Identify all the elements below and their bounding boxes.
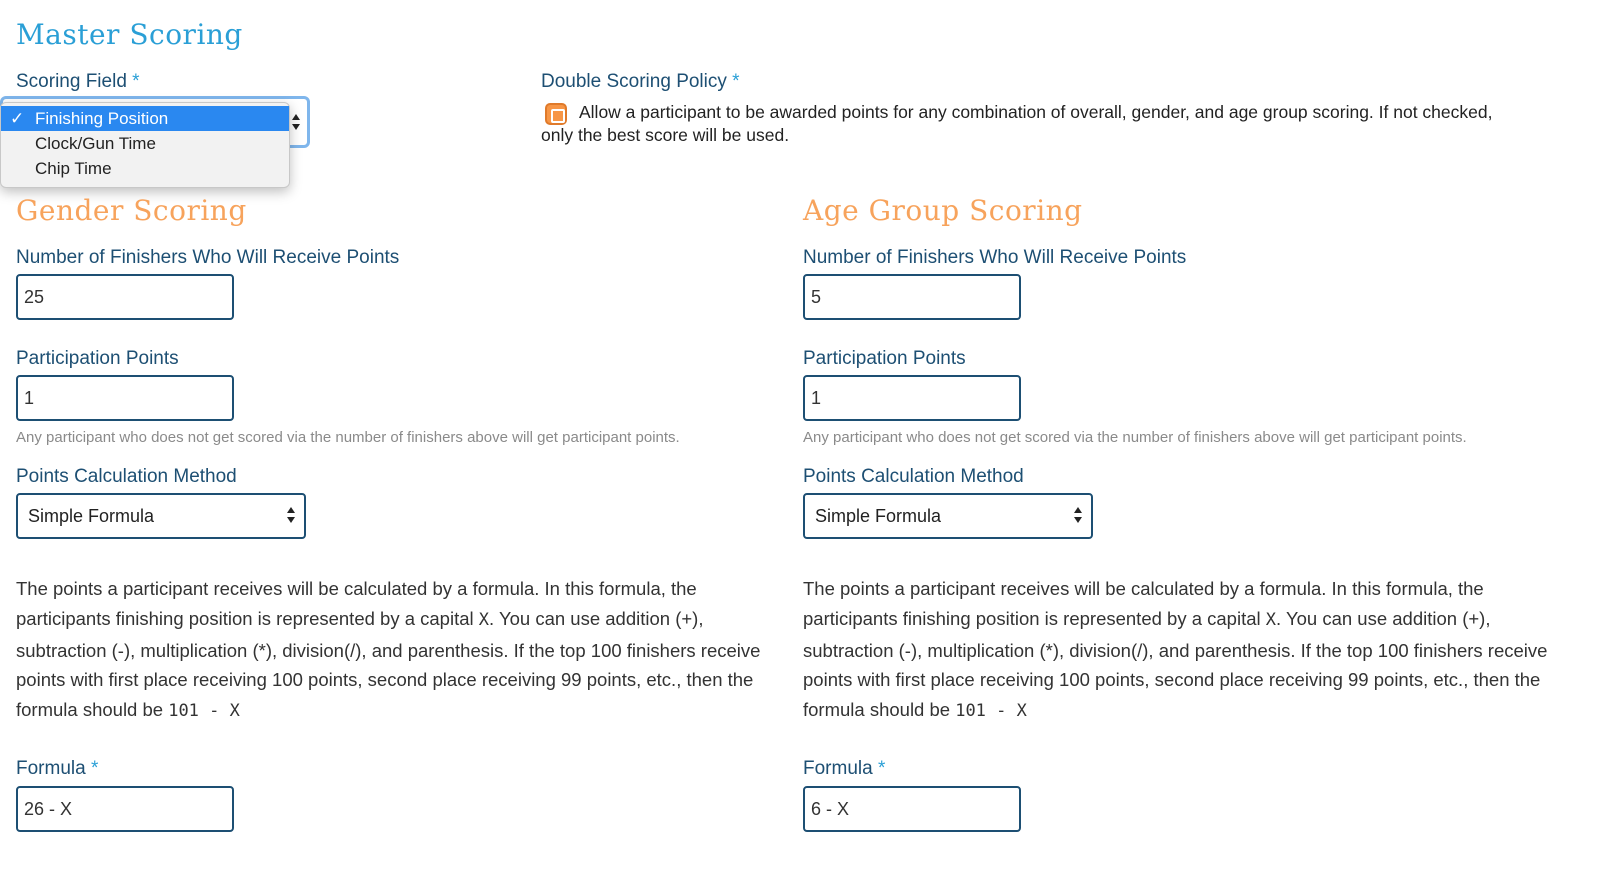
checkmark-icon: ✓ <box>10 109 25 128</box>
gender-formula-label <box>16 758 98 780</box>
gender-finishers-label: Number of Finishers Who Will Receive Points <box>16 247 400 268</box>
required-mark: * <box>732 71 740 92</box>
scoring-field-label-text: Scoring Field <box>16 71 127 92</box>
agegroup-scoring-title: Age Group Scoring <box>803 194 1083 227</box>
required-mark: * <box>90 758 99 779</box>
option-label: Clock/Gun Time <box>35 134 156 153</box>
desc-text: . You can use addition (+), <box>1276 607 1491 629</box>
agegroup-formula-input[interactable]: 6 - X <box>803 786 1021 832</box>
formula-label-text: Formula <box>16 758 86 779</box>
policy-text-line: only the best score will be used. <box>541 125 790 145</box>
desc-line: The points a participant receives will be calculated by a formula. In this formula, the <box>803 578 1484 599</box>
double-scoring-label-text: Double Scoring Policy <box>541 71 727 92</box>
desc-line: subtraction (-), multiplication (*), division(/), and parenthesis. If the top 100 finishers receive <box>16 639 761 661</box>
gender-formula-input[interactable]: 26 - X <box>16 786 234 832</box>
gender-participation-label: Participation Points <box>16 348 179 369</box>
gender-formula-description <box>16 574 776 727</box>
agegroup-formula-label <box>803 758 885 780</box>
option-label: Chip Time <box>35 159 112 178</box>
agegroup-participation-input[interactable]: 1 <box>803 375 1021 421</box>
double-scoring-description <box>541 101 1501 147</box>
select-arrows-icon <box>286 505 296 525</box>
formula-label-text: Formula <box>803 758 873 779</box>
agegroup-finishers-input[interactable]: 5 <box>803 274 1021 320</box>
policy-text-line: Allow a participant to be awarded points for any combination of overall, gender, and age group scoring. If not checked, <box>579 102 1493 122</box>
desc-text: formula should be <box>803 699 951 721</box>
scoring-field-label <box>16 71 140 93</box>
desc-line <box>16 604 776 636</box>
code-x: X <box>478 609 490 630</box>
desc-line: subtraction (-), multiplication (*), division(/), and parenthesis. If the top 100 finishers receive <box>803 639 1548 661</box>
agegroup-finishers-label: Number of Finishers Who Will Receive Points <box>803 247 1187 268</box>
desc-text: . You can use addition (+), <box>489 607 704 629</box>
dropdown-option-clock-gun-time[interactable] <box>1 131 289 156</box>
dropdown-option-finishing-position[interactable] <box>1 106 289 131</box>
gender-participation-input[interactable]: 1 <box>16 375 234 421</box>
double-scoring-label <box>541 71 740 93</box>
select-value: Simple Formula <box>28 506 155 526</box>
required-mark: * <box>132 71 140 92</box>
desc-text: participants finishing position is represented by a capital <box>803 607 1261 629</box>
desc-text: participants finishing position is represented by a capital <box>16 607 474 629</box>
desc-line <box>803 604 1593 636</box>
agegroup-participation-label: Participation Points <box>803 348 966 369</box>
desc-text: formula should be <box>16 699 164 721</box>
select-arrows-icon <box>291 112 301 132</box>
agegroup-method-select[interactable] <box>803 493 1093 539</box>
agegroup-method-label: Points Calculation Method <box>803 466 1024 487</box>
gender-scoring-title: Gender Scoring <box>16 194 247 227</box>
gender-participation-help: Any participant who does not get scored via the number of finishers above will get participant points. <box>16 429 680 446</box>
agegroup-participation-help: Any participant who does not get scored via the number of finishers above will get participant points. <box>803 429 1467 446</box>
gender-finishers-input[interactable]: 25 <box>16 274 234 320</box>
scoring-field-dropdown[interactable] <box>0 102 290 188</box>
dropdown-option-chip-time[interactable] <box>1 156 289 181</box>
desc-line: points with first place receiving 100 points, second place receiving 99 points, etc., then the <box>16 669 754 691</box>
select-value: Simple Formula <box>815 506 942 526</box>
required-mark: * <box>877 758 886 779</box>
desc-line <box>16 695 776 727</box>
code-x: X <box>1265 609 1277 630</box>
gender-method-label: Points Calculation Method <box>16 466 237 487</box>
select-arrows-icon <box>1073 505 1083 525</box>
master-scoring-title: Master Scoring <box>16 18 243 51</box>
code-formula: 101 - X <box>168 701 240 722</box>
desc-line: points with first place receiving 100 points, second place receiving 99 points, etc., then the <box>803 669 1541 691</box>
agegroup-formula-description <box>803 574 1593 727</box>
desc-line <box>803 695 1593 727</box>
gender-method-select[interactable] <box>16 493 306 539</box>
option-label: Finishing Position <box>35 109 169 128</box>
desc-line: The points a participant receives will be calculated by a formula. In this formula, the <box>16 578 697 599</box>
code-formula: 101 - X <box>955 701 1027 722</box>
